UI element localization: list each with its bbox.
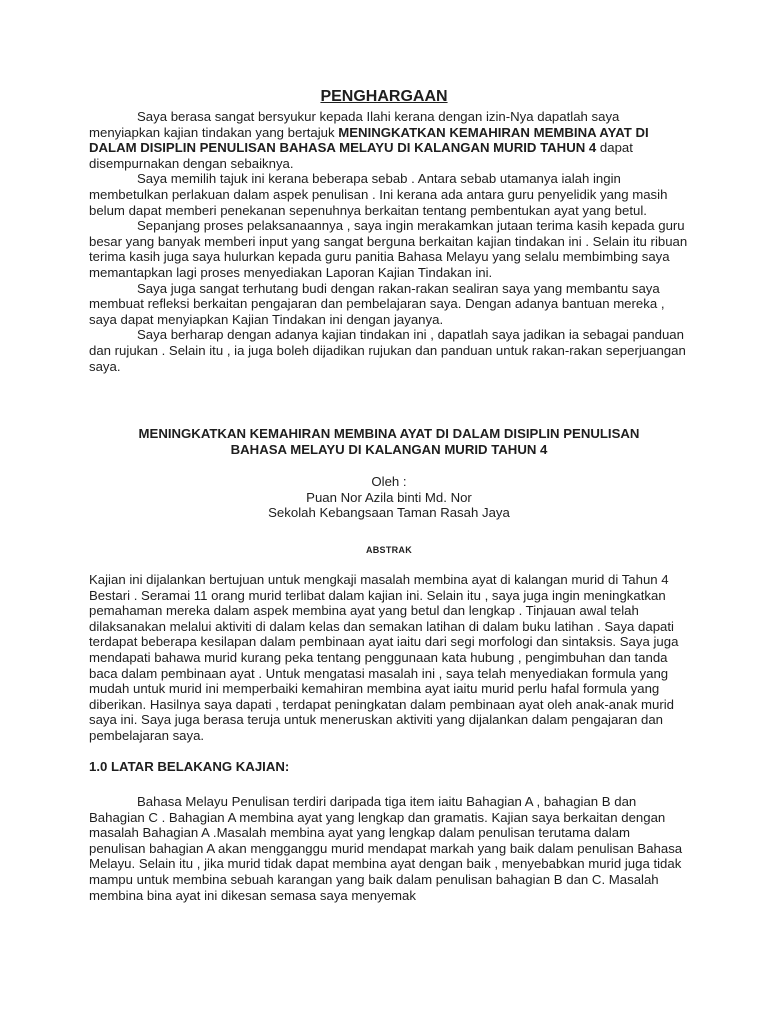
by-label: Oleh : — [371, 474, 407, 489]
acknowledgement-paragraph-4: Saya juga sangat terhutang budi dengan rakan-rakan sealiran saya yang membantu saya membuat refleksi berkaitan pengajaran dan pembelajaran saya. Dengan adanya bantuan mereka , saya dapat menyiapkan Kajian Tindakan ini dengan jayanya. — [89, 280, 665, 327]
acknowledgement-body — [89, 109, 689, 374]
section-1-text: Bahasa Melayu Penulisan terdiri daripada tiga item iaitu Bahagian A , bahagian B dan Bahagian C . Bahagian A membina ayat yang lengkap dan gramatis. Kajian saya berkaitan dengan masalah Bahagian A .Masalah membina ayat yang lengkap dalam penulisan terutama dalam penulisan bahagian A akan mengganggu murid mendapat markah yang baik dalam penulisan Bahasa Melayu. Selain itu , jika murid tidak dapat membina ayat dengan baik , menyebabkan murid juga tidak mampu untuk membina sebuah karangan yang baik dalam penulisan bahagian B dan C. Masalah membina bina ayat ini dikesan semasa saya menyemak — [89, 794, 683, 903]
paper-title — [89, 426, 689, 457]
acknowledgement-paragraph-1 — [89, 109, 689, 171]
abstract-label: ABSTRAK — [365, 545, 413, 555]
author-name: Puan Nor Azila binti Md. Nor — [306, 489, 472, 505]
section-1-heading: 1.0 LATAR BELAKANG KAJIAN: — [89, 759, 290, 774]
section-1-body — [89, 794, 689, 903]
paper-title-line-2: BAHASA MELAYU DI KALANGAN MURID TAHUN 4 — [230, 441, 548, 457]
acknowledgement-paragraph-5: Saya berharap dengan adanya kajian tindakan ini , dapatlah saya jadikan ia sebagai panduan dan rujukan . Selain itu , ia juga boleh dijadikan rujukan dan panduan untuk rakan-rakan seperjuangan saya. — [89, 327, 686, 374]
paragraph-bold-title: MENINGKATKAN KEMAHIRAN MEMBINA AYAT DI DALAM DISIPLIN PENULISAN BAHASA MELAYU DI KALANGAN MURID TAHUN 4 — [89, 124, 649, 156]
paper-byline — [89, 474, 689, 521]
school-name: Sekolah Kebangsaan Taman Rasah Jaya — [268, 505, 510, 521]
paragraph-text: dapat disempurnakan dengan sebaiknya. — [89, 140, 633, 171]
paper-title-line-1: MENINGKATKAN KEMAHIRAN MEMBINA AYAT DI DALAM DISIPLIN PENULISAN — [138, 426, 640, 441]
abstract-text: Kajian ini dijalankan bertujuan untuk mengkaji masalah membina ayat di kalangan murid di Tahun 4 Bestari . Seramai 11 orang murid terlibat dalam kajian ini. Selain itu , saya juga ingin meningkatkan pemahaman mereka dalam aspek membina ayat yang betul dan lengkap . Tinjauan awal telah dilaksanakan melalui aktiviti di dalam kelas dan semakan latihan di dalam buku latihan . Saya dapati terdapat beberapa kesilapan dalam pembinaan ayat iaitu dari segi morfologi dan sintaksis. Saya juga mendapati bahawa murid kurang peka tentang penggunaan kata hubung , pengimbuhan dan tanda baca dalam pembinaan ayat . Untuk mengatasi masalah ini , saya telah menyediakan formula yang mudah untuk murid ini memperbaiki kemahiran membina ayat iaitu murid perlu hafal formula yang diberikan. Hasilnya saya dapati , terdapat peningkatan dalam pembinaan ayat oleh anak-anak murid saya ini. Saya juga berasa teruja untuk meneruskan aktiviti yang dijalankan dalam pengajaran dan pembelajaran saya. — [89, 572, 679, 743]
abstract-body — [89, 572, 689, 744]
paragraph-text: Saya berasa sangat bersyukur kepada Ilahi kerana dengan izin-Nya dapatlah saya menyiapkan kajian tindakan yang bertajuk — [89, 109, 620, 140]
acknowledgement-paragraph-2: Saya memilih tajuk ini kerana beberapa sebab . Antara sebab utamanya ialah ingin membetulkan perlakuan dalam aspek penulisan . Ini kerana ada antara guru penyelidik yang masih belum dapat memberi penekanan sepenuhnya berkaitan tentang pembentukan ayat yang betul. — [89, 171, 668, 218]
acknowledgement-paragraph-3: Sepanjang proses pelaksanaannya , saya ingin merakamkan jutaan terima kasih kepada guru besar yang banyak memberi input yang sangat berguna berkaitan kajian tindakan ini . Selain itu ribuan terima kasih juga saya hulurkan kepada guru panitia Bahasa Melayu yang selalu membimbing saya memantapkan lagi proses menyediakan Laporan Kajian Tindakan ini. — [89, 218, 688, 280]
acknowledgement-title: PENGHARGAAN — [320, 88, 448, 105]
